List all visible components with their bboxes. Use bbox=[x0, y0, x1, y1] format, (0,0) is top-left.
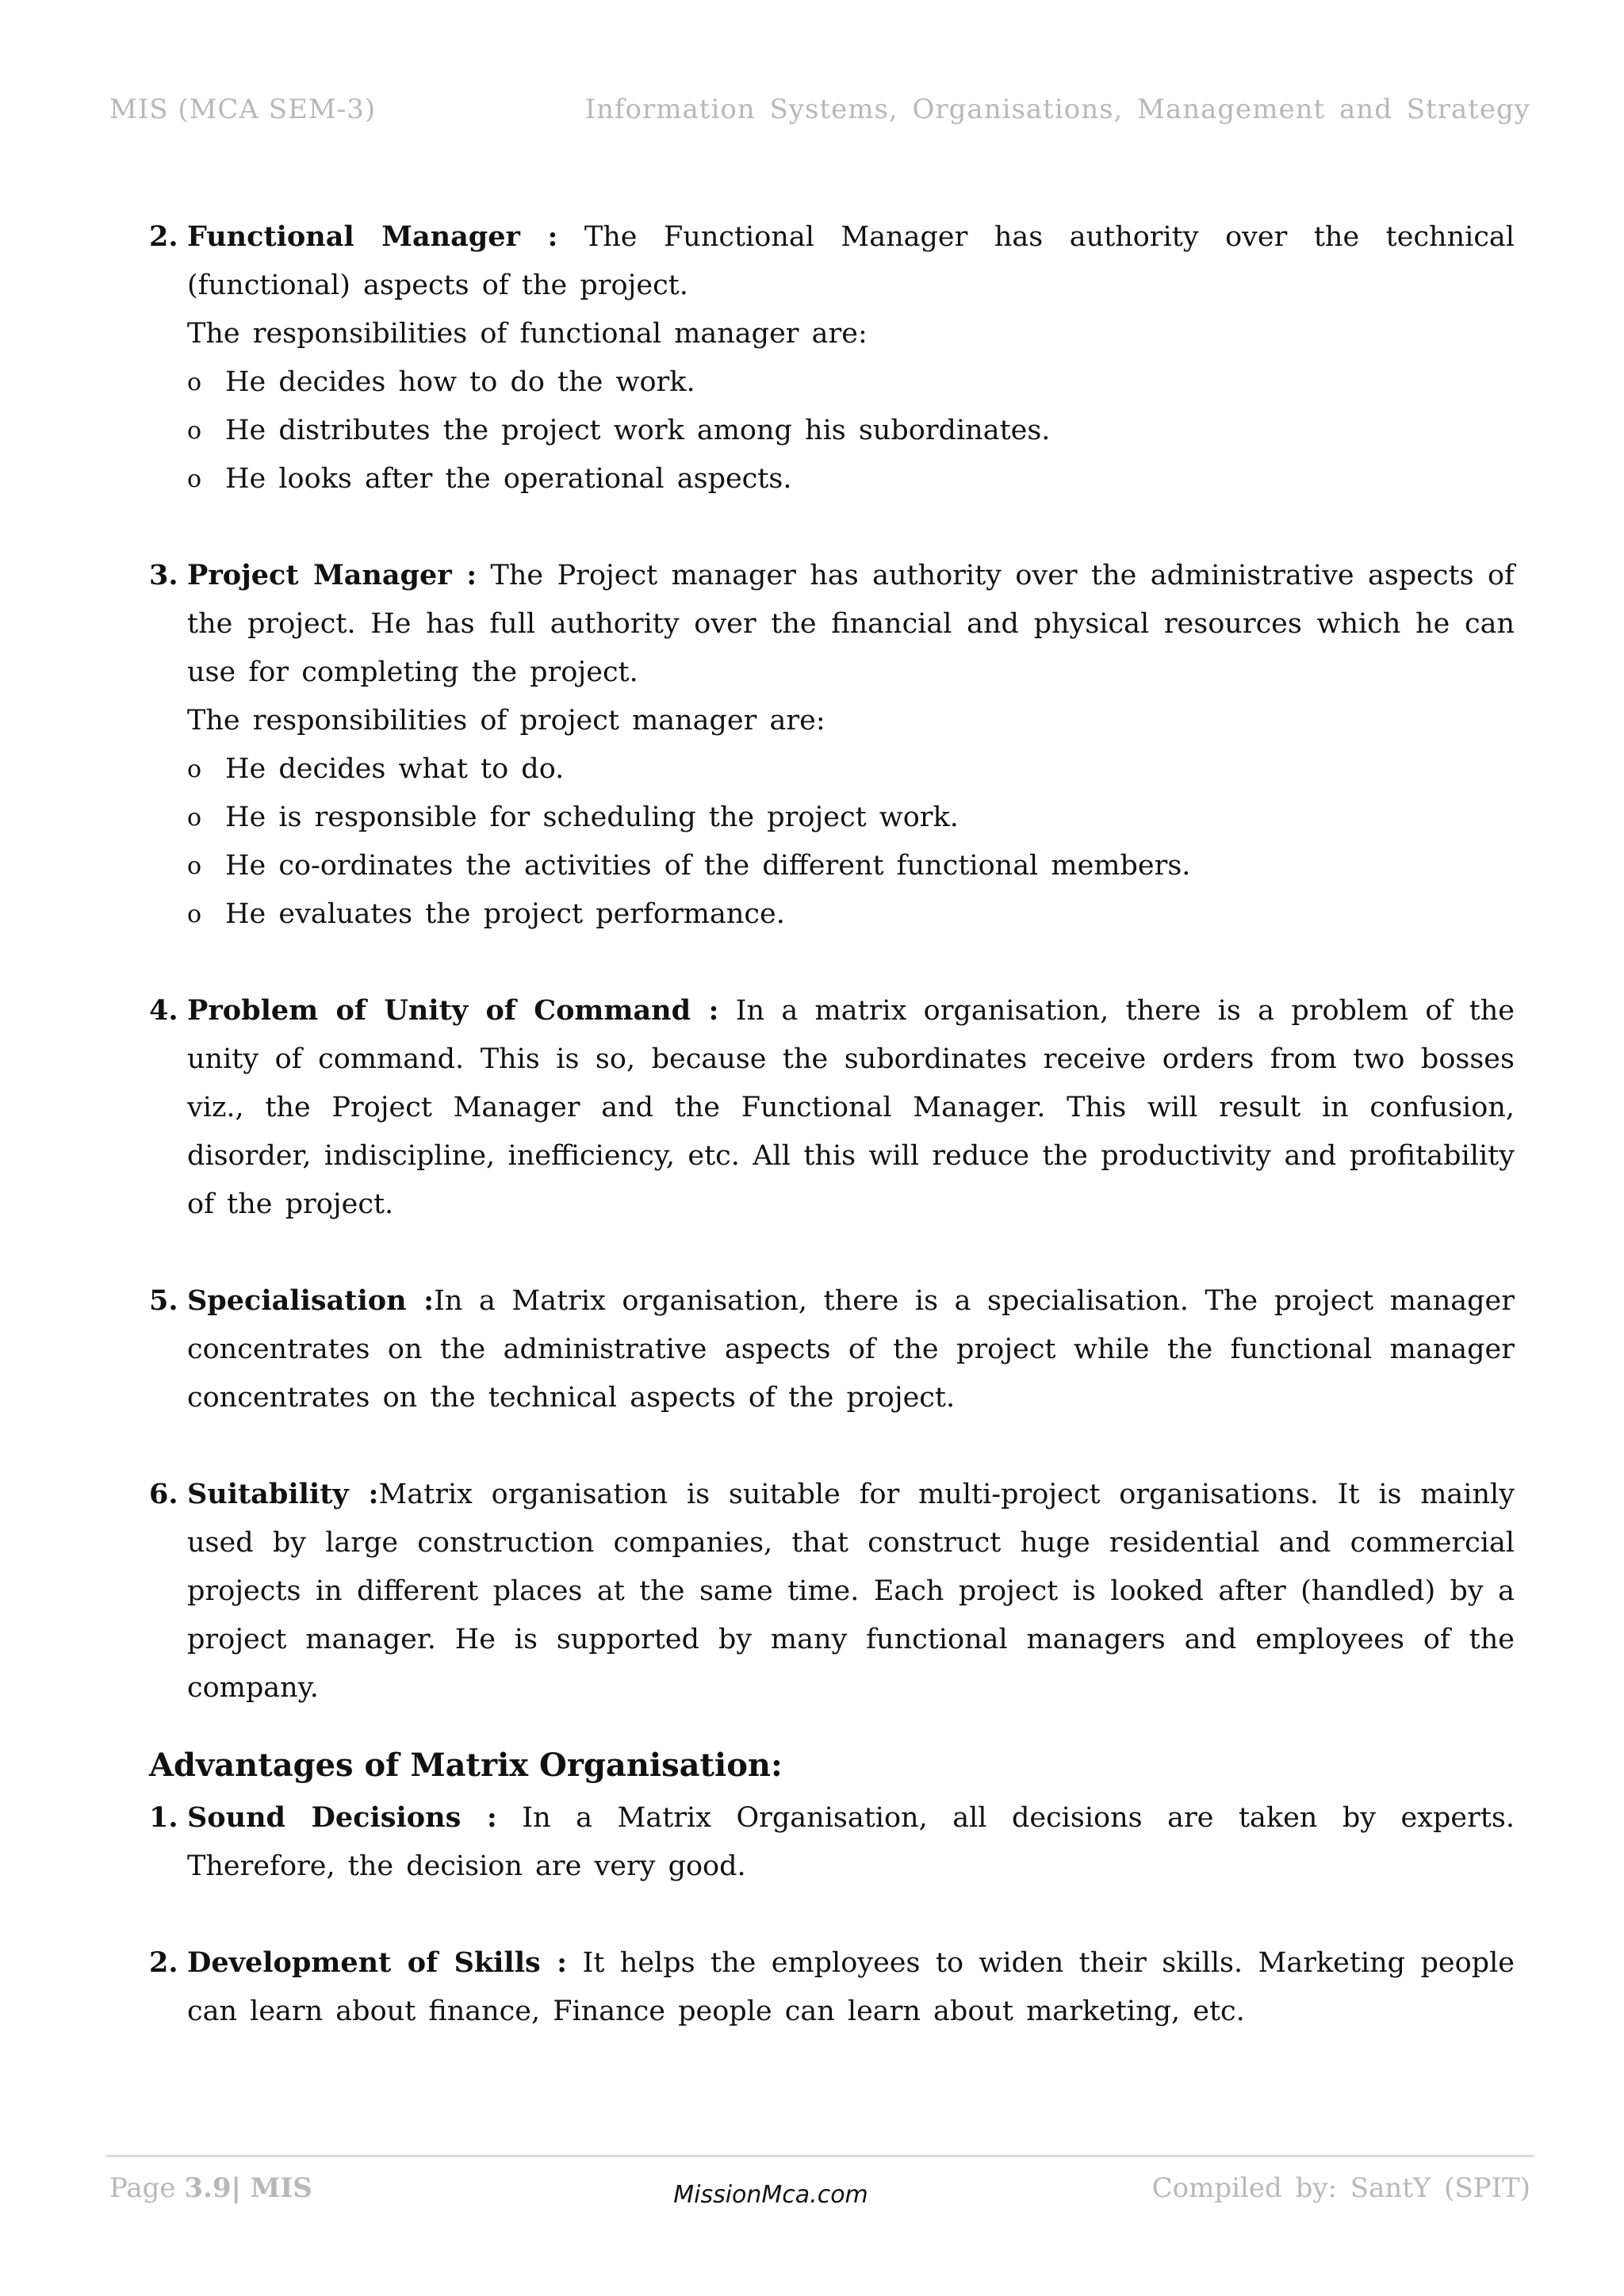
item-text: In a Matrix organisation, there is a specialisation. The project manager concentrates on the administrative aspects of the project while the functional manager concentrates on the technical aspects of the project. bbox=[187, 1285, 1515, 1414]
list-item-suitability bbox=[149, 1470, 1515, 1712]
list-item-project-manager bbox=[149, 551, 1515, 939]
item-paragraph bbox=[187, 212, 1515, 310]
list-item-unity-of-command bbox=[149, 986, 1515, 1229]
list-item-sound-decisions bbox=[149, 1793, 1515, 1891]
item-title: Suitability : bbox=[187, 1478, 379, 1510]
item-number: 4. bbox=[149, 994, 178, 1027]
item-paragraph bbox=[187, 986, 1515, 1229]
item-text: The Functional Manager has authority over the technical (functional) aspects of the project. bbox=[187, 221, 1515, 301]
item-title: Functional Manager : bbox=[187, 220, 558, 253]
missionmca-logo bbox=[672, 2166, 869, 2217]
item-number: 6. bbox=[149, 1478, 178, 1510]
bullet-item: o He decides how to do the work. bbox=[187, 358, 1515, 407]
list-item-specialisation bbox=[149, 1276, 1515, 1422]
item-text: In a matrix organisation, there is a problem of the unity of command. This is so, because the subordinates receive orders from two bosses viz., the Project Manager and the Functional Manager. This will result in confusion, disorder, indiscipline, inefficiency, etc. All this will reduce the productivity and profitability of the project. bbox=[187, 995, 1515, 1220]
bullet-marker: o bbox=[187, 852, 202, 880]
list-item-development-of-skills bbox=[149, 1938, 1515, 2036]
footer-right: Compiled by: SantY (SPIT) bbox=[1151, 2172, 1530, 2204]
bullet-marker: o bbox=[187, 901, 202, 928]
item-number: 2. bbox=[149, 220, 178, 253]
page-number: 3.9 bbox=[184, 2172, 232, 2204]
item-paragraph bbox=[187, 1938, 1515, 2036]
bullet-item: o He co-ordinates the activities of the different functional members. bbox=[187, 842, 1515, 890]
bullet-item: o He looks after the operational aspects. bbox=[187, 455, 1515, 503]
item-paragraph bbox=[187, 1470, 1515, 1712]
item-number: 3. bbox=[149, 559, 178, 591]
item-text: Matrix organisation is suitable for multi-project organisations. It is mainly used by large construction companies, that construct huge residential and commercial projects in different places at the same time. Each project is looked after (handled) by a project manager. He is supported by many functional managers and employees of the company. bbox=[187, 1479, 1515, 1704]
bullet-list bbox=[187, 745, 1515, 939]
item-intro: The responsibilities of functional manager are: bbox=[187, 318, 868, 350]
item-paragraph bbox=[187, 551, 1515, 697]
item-title: Specialisation : bbox=[187, 1284, 435, 1317]
bullet-item: o He distributes the project work among his subordinates. bbox=[187, 407, 1515, 455]
list-item-functional-manager bbox=[149, 212, 1515, 503]
bullet-list bbox=[187, 358, 1515, 503]
item-number: 2. bbox=[149, 1946, 178, 1979]
item-text: In a Matrix Organisation, all decisions are taken by experts. Therefore, the decision are very good. bbox=[187, 1802, 1515, 1882]
bullet-marker: o bbox=[187, 369, 202, 396]
item-title: Project Manager : bbox=[187, 559, 477, 591]
item-number: 1. bbox=[149, 1801, 178, 1834]
item-paragraph bbox=[187, 1276, 1515, 1422]
item-number: 5. bbox=[149, 1284, 178, 1317]
header-left: MIS (MCA SEM-3) bbox=[109, 94, 377, 125]
section-heading-advantages: Advantages of Matrix Organisation: bbox=[149, 1747, 783, 1784]
page-content bbox=[149, 212, 1515, 2084]
logo-text: MissionMca.com bbox=[673, 2181, 868, 2209]
item-paragraph bbox=[187, 1793, 1515, 1891]
bullet-marker: o bbox=[187, 804, 202, 832]
item-text: It helps the employees to widen their skills. Marketing people can learn about finance, Finance people can learn about marketing, etc. bbox=[187, 1947, 1515, 2027]
header-right: Information Systems, Organisations, Management and Strategy bbox=[584, 94, 1530, 125]
bullet-marker: o bbox=[187, 417, 202, 445]
bullet-item: o He is responsible for scheduling the project work. bbox=[187, 794, 1515, 842]
item-text: The Project manager has authority over the administrative aspects of the project. He has full authority over the financial and physical resources which he can use for completing the project. bbox=[187, 560, 1515, 688]
item-title: Development of Skills : bbox=[187, 1946, 568, 1979]
footer-page-label: Page 3.9| MIS bbox=[109, 2172, 312, 2204]
item-title: Sound Decisions : bbox=[187, 1801, 497, 1834]
item-intro: The responsibilities of project manager are: bbox=[187, 705, 825, 737]
bullet-item: o He decides what to do. bbox=[187, 745, 1515, 794]
bullet-marker: o bbox=[187, 465, 202, 493]
bullet-item: o He evaluates the project performance. bbox=[187, 890, 1515, 939]
item-title: Problem of Unity of Command : bbox=[187, 994, 719, 1027]
footer-divider bbox=[106, 2155, 1534, 2157]
bullet-marker: o bbox=[187, 756, 202, 783]
